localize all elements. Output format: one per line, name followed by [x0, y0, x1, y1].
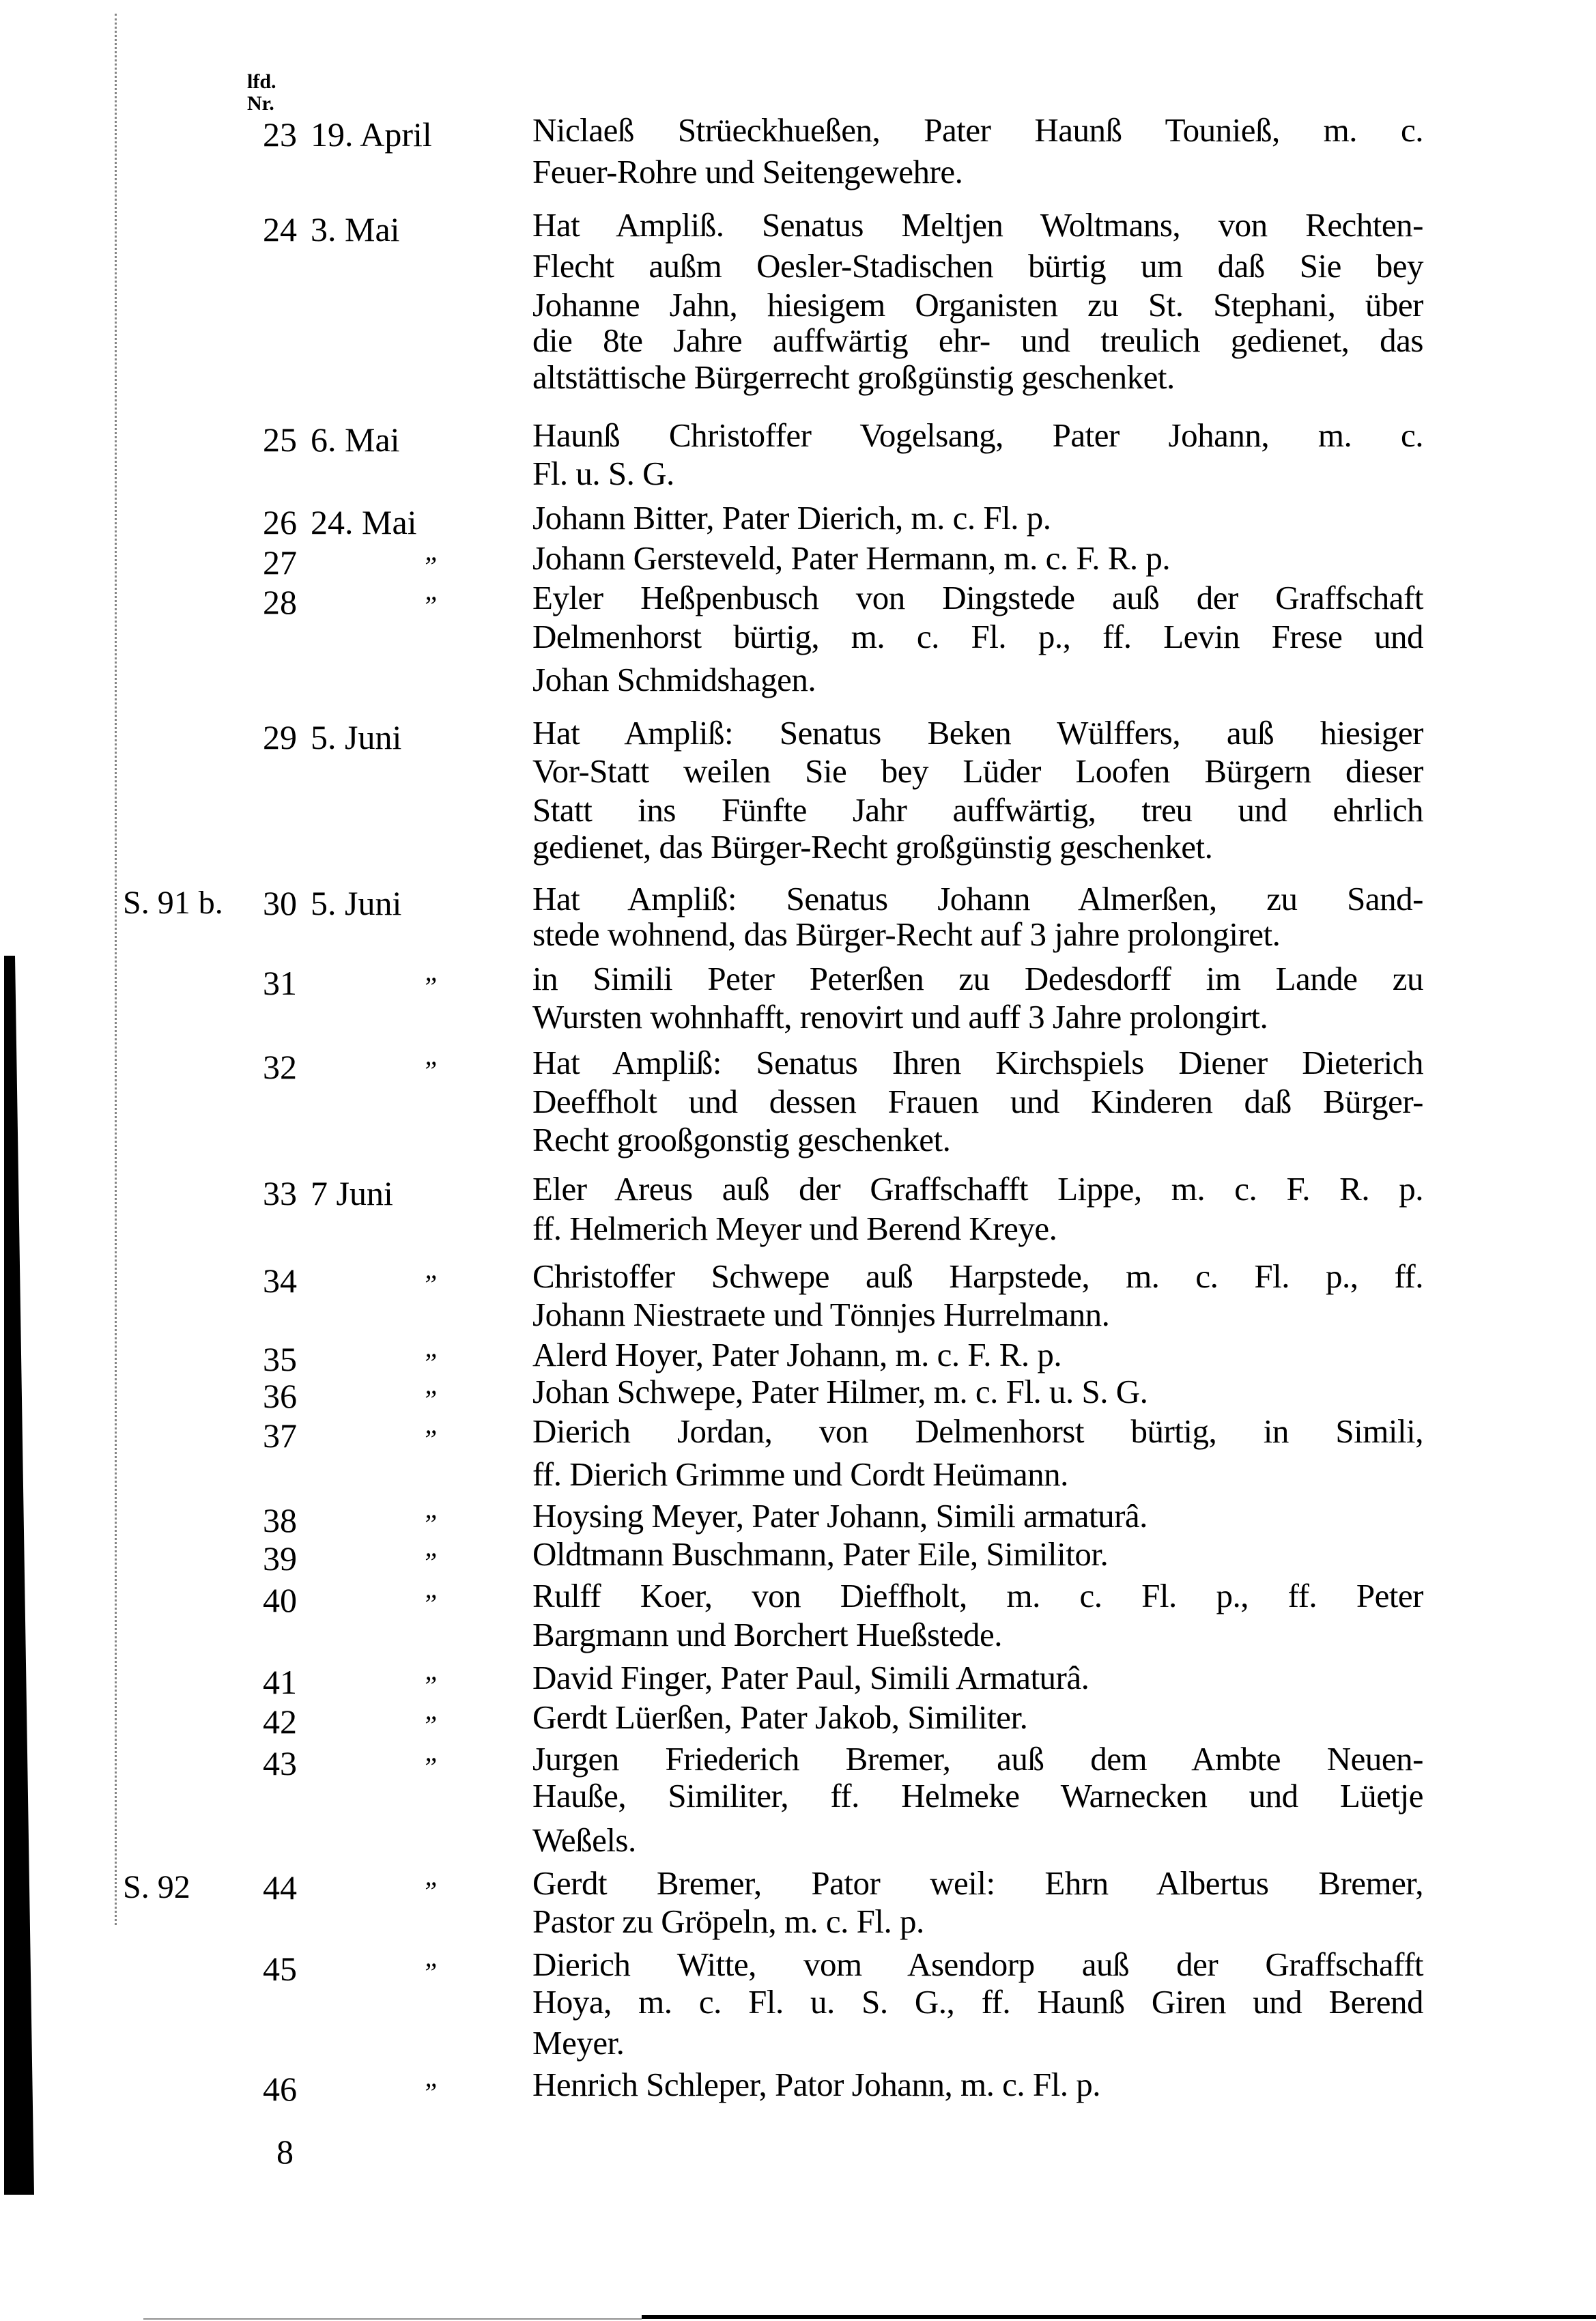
date-ditto-mark: ”	[422, 1509, 438, 1539]
entry-text-line: Meyer.	[532, 2024, 625, 2062]
entry-number: 43	[263, 1744, 297, 1782]
date-ditto-mark: ”	[422, 1384, 438, 1415]
entry-text-line: altstättische Bürgerrecht großgünstig geschenket.	[532, 358, 1175, 396]
entry-text-line: Pastor zu Gröpeln, m. c. Fl. p.	[532, 1903, 924, 1940]
entry-date: 19. April	[311, 115, 432, 154]
entry-text-line: Eler Areus auß der Graffschafft Lippe, m. c. F. R. p.	[532, 1170, 1423, 1208]
entry-text-line: ff. Dierich Grimme und Cordt Heümann.	[532, 1455, 1068, 1493]
entry-text-line: Hauße, Similiter, ff. Helmeke Warnecken und Lüetje	[532, 1777, 1423, 1814]
entry-text-line: Rulff Koer, von Dieffholt, m. c. Fl. p., ff. Peter	[532, 1577, 1423, 1614]
date-ditto-mark: ”	[422, 1269, 438, 1300]
date-ditto-mark: ”	[422, 1876, 438, 1907]
date-ditto-mark: ”	[422, 2077, 438, 2108]
entry-number: 37	[263, 1416, 297, 1455]
column-header-nr: Nr.	[247, 92, 274, 115]
entry-text-line: Niclaeß Strüeckhueßen, Pater Haunß Tounieß, m. c.	[532, 111, 1423, 149]
entry-text-line: Hat Ampliß. Senatus Meltjen Woltmans, von Rechten-	[532, 206, 1423, 244]
date-ditto-mark: ”	[422, 971, 438, 1002]
entry-date: 24. Mai	[311, 503, 417, 541]
entry-number: 40	[263, 1581, 297, 1619]
entry-number: 25	[263, 421, 297, 459]
entry-number: 26	[263, 503, 297, 541]
entry-number: 31	[263, 964, 297, 1002]
entry-text-line: die 8te Jahre auffwärtig ehr- und treulich gedienet, das	[532, 322, 1423, 359]
entry-text-line: David Finger, Pater Paul, Simili Armaturâ.	[532, 1659, 1089, 1696]
entry-number: 38	[263, 1501, 297, 1539]
entry-number: 45	[263, 1950, 297, 1988]
entry-date: 5. Juni	[311, 718, 402, 756]
entry-number: 24	[263, 210, 297, 248]
entry-text-line: Johanne Jahn, hiesigem Organisten zu St. Stephani, über	[532, 286, 1423, 324]
entry-text-line: Vor-Statt weilen Sie bey Lüder Loofen Bürgern dieser	[532, 752, 1423, 790]
entry-number: 28	[263, 583, 297, 621]
date-ditto-mark: ”	[422, 1424, 438, 1455]
entry-text-line: Johann Niestraete und Tönnjes Hurrelmann.	[532, 1296, 1110, 1333]
entry-text-line: Delmenhorst bürtig, m. c. Fl. p., ff. Levin Frese und	[532, 618, 1423, 655]
entry-text-line: Dierich Jordan, von Delmenhorst bürtig, in Simili,	[532, 1412, 1423, 1450]
entry-text-line: Recht grooßgonstig geschenket.	[532, 1121, 951, 1158]
margin-page-reference: S. 91 b.	[123, 885, 223, 921]
entry-text-line: Jurgen Friederich Bremer, auß dem Ambte Neuen-	[532, 1740, 1423, 1778]
entry-number: 44	[263, 1868, 297, 1907]
entry-number: 36	[263, 1377, 297, 1415]
entry-text-line: in Simili Peter Peterßen zu Dedesdorff im Lande zu	[532, 960, 1423, 997]
signature-mark: 8	[276, 2133, 294, 2171]
entry-text-line: Bargmann und Borchert Hueßstede.	[532, 1616, 1002, 1653]
entry-date: 6. Mai	[311, 421, 400, 459]
entry-number: 30	[263, 884, 297, 922]
entry-text-line: Alerd Hoyer, Pater Johann, m. c. F. R. p.	[532, 1336, 1062, 1373]
entry-number: 32	[263, 1048, 297, 1086]
scan-edge-shadow	[4, 956, 34, 2195]
date-ditto-mark: ”	[422, 1670, 438, 1701]
entry-number: 23	[263, 115, 297, 154]
entry-text-line: Hat Ampliß: Senatus Johann Almerßen, zu Sand-	[532, 880, 1423, 917]
date-ditto-mark: ”	[422, 551, 438, 582]
entry-date: 3. Mai	[311, 210, 400, 248]
entry-text-line: Johann Bitter, Pater Dierich, m. c. Fl. p.	[532, 499, 1051, 537]
entry-text-line: Johan Schmidshagen.	[532, 661, 816, 698]
entry-number: 29	[263, 718, 297, 756]
entry-number: 39	[263, 1539, 297, 1578]
scan-bottom-edge	[642, 2315, 1596, 2319]
entry-text-line: Hoysing Meyer, Pater Johann, Simili armaturâ.	[532, 1497, 1148, 1535]
entry-number: 33	[263, 1174, 297, 1212]
date-ditto-mark: ”	[422, 1957, 438, 1988]
entry-text-line: Christoffer Schwepe auß Harpstede, m. c. Fl. p., ff.	[532, 1257, 1423, 1295]
entry-text-line: Hat Ampliß: Senatus Beken Wülffers, auß hiesiger	[532, 714, 1423, 752]
entry-text-line: Flecht außm Oesler-Stadischen bürtig um daß Sie bey	[532, 247, 1423, 285]
entry-number: 46	[263, 2070, 297, 2108]
date-ditto-mark: ”	[422, 1752, 438, 1782]
entry-text-line: Deeffholt und dessen Frauen und Kinderen daß Bürger-	[532, 1083, 1423, 1120]
entry-text-line: Weßels.	[532, 1821, 636, 1859]
date-ditto-mark: ”	[422, 1589, 438, 1619]
entry-text-line: Johan Schwepe, Pater Hilmer, m. c. Fl. u. S. G.	[532, 1373, 1148, 1410]
entry-number: 42	[263, 1703, 297, 1741]
scan-bottom-edge-thin	[143, 2318, 642, 2320]
entry-text-line: Hat Ampliß: Senatus Ihren Kirchspiels Diener Dieterich	[532, 1044, 1423, 1081]
entry-text-line: Wursten wohnhafft, renovirt und auff 3 Jahre prolongirt.	[532, 998, 1268, 1036]
margin-page-reference: S. 92	[123, 1869, 190, 1905]
date-ditto-mark: ”	[422, 1348, 438, 1378]
entry-text-line: Haunß Christoffer Vogelsang, Pater Johann, m. c.	[532, 416, 1423, 454]
entry-text-line: Gerdt Lüerßen, Pater Jakob, Similiter.	[532, 1698, 1028, 1736]
entry-date: 5. Juni	[311, 884, 402, 922]
entry-text-line: Gerdt Bremer, Pator weil: Ehrn Albertus Bremer,	[532, 1864, 1423, 1902]
date-ditto-mark: ”	[422, 1055, 438, 1086]
entry-text-line: Statt ins Fünfte Jahr auffwärtig, treu und ehrlich	[532, 791, 1423, 829]
entry-text-line: ff. Helmerich Meyer und Berend Kreye.	[532, 1210, 1057, 1247]
binding-dotted-line	[115, 14, 117, 1925]
entry-text-line: Oldtmann Buschmann, Pater Eile, Similitor.	[532, 1535, 1109, 1573]
entry-date: 7 Juni	[311, 1174, 393, 1212]
entry-text-line: Eyler Heßpenbusch von Dingstede auß der Graffschaft	[532, 579, 1423, 616]
entry-text-line: Henrich Schleper, Pator Johann, m. c. Fl. p.	[532, 2066, 1101, 2103]
entry-text-line: Dierich Witte, vom Asendorp auß der Graffschafft	[532, 1946, 1423, 1983]
entry-text-line: stede wohnend, das Bürger-Recht auf 3 jahre prolongiret.	[532, 915, 1281, 953]
entry-text-line: Fl. u. S. G.	[532, 455, 674, 492]
date-ditto-mark: ”	[422, 1547, 438, 1578]
entry-number: 41	[263, 1663, 297, 1701]
entry-text-line: Johann Gersteveld, Pater Hermann, m. c. F. R. p.	[532, 539, 1171, 577]
entry-number: 34	[263, 1262, 297, 1300]
entry-text-line: Hoya, m. c. Fl. u. S. G., ff. Haunß Giren und Berend	[532, 1983, 1423, 2021]
entry-text-line: Feuer-Rohre und Seitengewehre.	[532, 153, 963, 190]
entry-number: 35	[263, 1340, 297, 1378]
date-ditto-mark: ”	[422, 590, 438, 621]
entry-text-line: gedienet, das Bürger-Recht großgünstig geschenket.	[532, 828, 1213, 866]
column-header-lfd: lfd.	[247, 70, 276, 93]
date-ditto-mark: ”	[422, 1710, 438, 1741]
entry-number: 27	[263, 543, 297, 582]
